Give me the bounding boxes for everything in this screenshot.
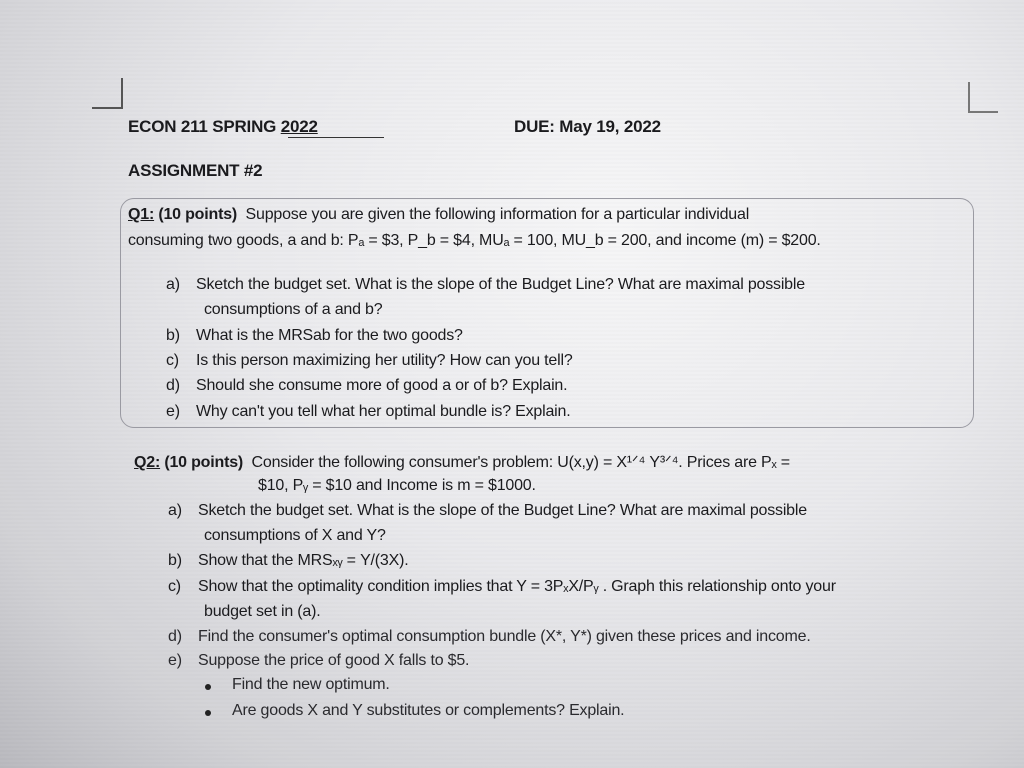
q2-part-a-text: Sketch the budget set. What is the slope of the Budget Line? What are maximal possible [198, 502, 807, 519]
q2-part-c [168, 578, 836, 596]
q1-part-c [166, 352, 573, 370]
q1-part-a-text: Sketch the budget set. What is the slope of the Budget Line? What are maximal possible [196, 276, 805, 293]
bullet-dot-icon [205, 684, 211, 690]
assignment-title: ASSIGNMENT #2 [128, 161, 263, 180]
q2-part-d [168, 628, 811, 646]
q2-part-d-label: d) [168, 628, 182, 645]
q2-part-c-text-cont: budget set in (a). [204, 603, 321, 620]
q2-part-e-text: Suppose the price of good X falls to $5. [198, 652, 470, 669]
q1-points: (10 points) [158, 206, 238, 223]
q2-part-a [168, 502, 807, 520]
q1-part-c-text: Is this person maximizing her utility? How can you tell? [196, 352, 573, 369]
q2-intro-text-1: Consider the following consumer's problem: U(x,y) = X¹ᐟ⁴ Y³ᐟ⁴. Prices are Pₓ = [251, 454, 790, 471]
q1-part-c-label: c) [166, 352, 179, 369]
q1-intro-line2: consuming two goods, a and b: Pₐ = $3, P_b = $4, MUₐ = 100, MU_b = 200, and income (m) = $200. [128, 232, 821, 249]
q1-part-b [166, 327, 463, 345]
q1-label: Q1: [128, 206, 155, 223]
q2-part-a-text-cont: consumptions of X and Y? [204, 527, 386, 544]
crop-mark-top-right [968, 82, 970, 112]
q2-intro-line2: $10, Pᵧ = $10 and Income is m = $1000. [258, 477, 536, 494]
q2-bullet-2: Are goods X and Y substitutes or complements? Explain. [232, 702, 625, 719]
crop-mark-top-left [92, 107, 122, 109]
course-year: 2022 [280, 117, 318, 136]
bullet-dot-icon [205, 710, 211, 716]
q2-part-e [168, 652, 469, 670]
due-date: DUE: May 19, 2022 [514, 117, 661, 136]
q1-part-a [166, 276, 805, 294]
course-underline [288, 137, 384, 138]
q2-label: Q2: [134, 454, 161, 471]
q1-part-d [166, 377, 567, 395]
course-prefix: ECON 211 SPRING [128, 117, 281, 136]
q1-part-e-label: e) [166, 403, 180, 420]
q2-part-a-label: a) [168, 502, 182, 519]
q2-part-c-label: c) [168, 578, 181, 595]
q2-points: (10 points) [164, 454, 244, 471]
q2-part-d-text: Find the consumer's optimal consumption bundle (X*, Y*) given these prices and income. [198, 628, 811, 645]
crop-mark-top-left-vertical [121, 78, 123, 109]
q1-part-b-label: b) [166, 327, 180, 344]
q1-part-e-text: Why can't you tell what her optimal bundle is? Explain. [196, 403, 571, 420]
q1-part-a-text-cont: consumptions of a and b? [204, 301, 383, 318]
q1-intro-text-1: Suppose you are given the following information for a particular individual [245, 206, 750, 223]
q2-intro-line1 [134, 452, 790, 472]
q1-intro-line1 [128, 206, 749, 224]
q2-part-b [168, 552, 408, 570]
q1-part-b-text: What is the MRSab for the two goods? [196, 327, 463, 344]
q2-part-b-text: Show that the MRSₓᵧ = Y/(3X). [198, 552, 409, 569]
q2-part-e-label: e) [168, 652, 182, 669]
course-title [128, 117, 318, 137]
q1-part-a-label: a) [166, 276, 180, 293]
crop-mark-top-right-horizontal [968, 111, 998, 113]
q1-part-e [166, 403, 570, 421]
q1-part-d-text: Should she consume more of good a or of b? Explain. [196, 377, 568, 394]
q2-bullet-1: Find the new optimum. [232, 676, 390, 693]
q2-part-b-label: b) [168, 552, 182, 569]
q2-part-c-text: Show that the optimality condition implies that Y = 3PₓX/Pᵧ . Graph this relationship onto your [198, 578, 836, 595]
q1-part-d-label: d) [166, 377, 180, 394]
